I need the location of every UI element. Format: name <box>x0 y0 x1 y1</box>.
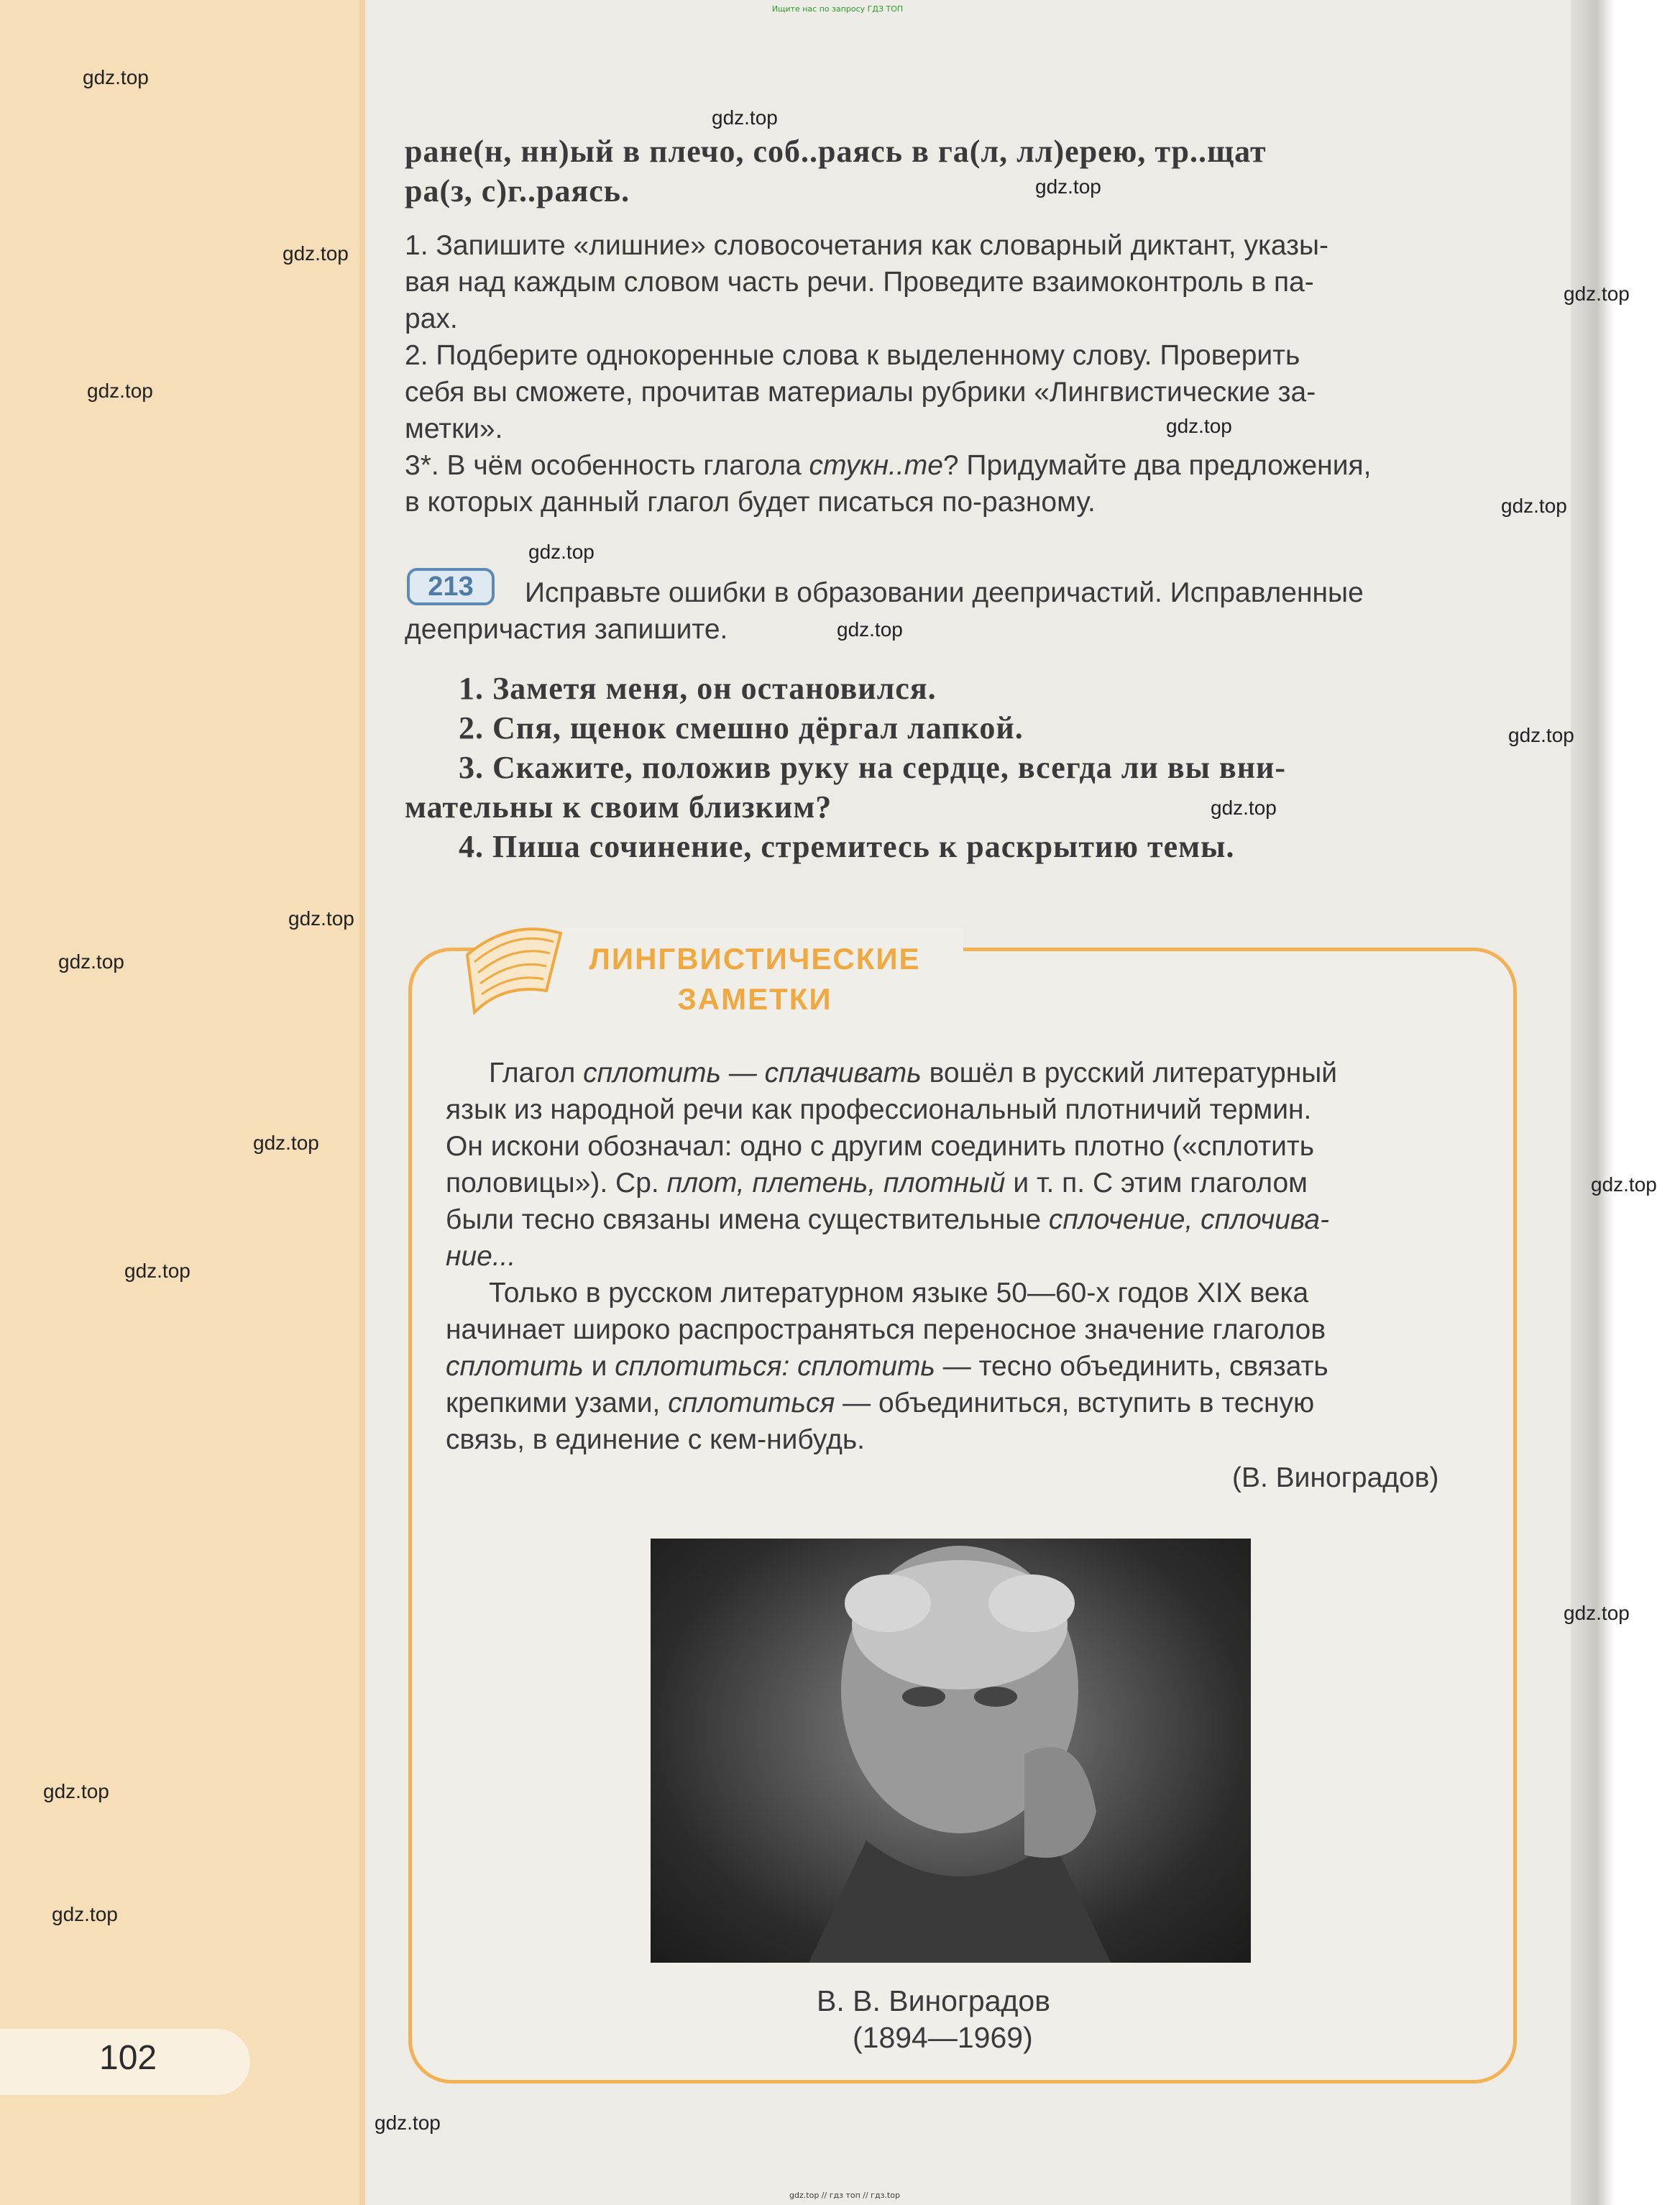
bottom-banner[interactable]: gdz.top // гдз топ // гдз.top <box>789 2191 900 2200</box>
task-1-line: вая над каждым словом часть речи. Проведите взаимоконтроль в па- <box>405 267 1314 298</box>
watermark: gdz.top <box>87 380 153 402</box>
book-spine <box>1571 0 1614 2205</box>
watermark: gdz.top <box>1564 1602 1630 1624</box>
linguistic-notes-title: ЛИНГВИСТИЧЕСКИЕ ЗАМЕТКИ <box>546 927 963 1024</box>
notes-author: (В. Виноградов) <box>1232 1462 1439 1493</box>
exercise-number-badge: 213 <box>407 568 495 605</box>
exercise-sentence: 1. Заметя меня, он остановился. <box>459 671 937 706</box>
open-book-icon <box>460 904 568 1019</box>
margin-column <box>0 0 365 2205</box>
watermark: gdz.top <box>58 950 124 973</box>
watermark: gdz.top <box>283 242 349 265</box>
task-1-line: рах. <box>405 303 458 334</box>
portrait-photo <box>651 1539 1251 1963</box>
task-2-line: 2. Подберите однокоренные слова к выделенному слову. Проверить <box>405 340 1300 371</box>
notes-line: Только в русском литературном языке 50—60-х годов XIX века <box>489 1278 1309 1308</box>
notes-line: ние... <box>446 1241 516 1272</box>
watermark: gdz.top <box>1211 797 1277 819</box>
notes-line: Он искони обозначал: одно с другим соединить плотно («сплотить <box>446 1131 1315 1162</box>
watermark: gdz.top <box>43 1780 109 1802</box>
exercise-instruction: деепричастия запишите. <box>405 614 728 645</box>
watermark: gdz.top <box>1501 495 1567 517</box>
task-3-line: в которых данный глагол будет писаться по-разному. <box>405 487 1096 518</box>
notes-line: начинает широко распространяться переносное значение глаголов <box>446 1314 1326 1345</box>
exercise-sentence: мательны к своим близким? <box>405 789 832 825</box>
photo-caption-name: В. В. Виноградов <box>817 1984 1051 2017</box>
example-line: ра(з, с)г..раясь. <box>405 173 630 208</box>
page-number: 102 <box>99 2039 157 2077</box>
watermark: gdz.top <box>837 618 903 641</box>
watermark: gdz.top <box>52 1903 118 1925</box>
top-banner[interactable]: Ищите нас по запросу ГДЗ ТОП <box>771 4 904 14</box>
exercise-sentence: 2. Спя, щенок смешно дёргал лапкой. <box>459 710 1024 746</box>
exercise-instruction: Исправьте ошибки в образовании деепричастий. Исправленные <box>525 577 1364 608</box>
watermark: gdz.top <box>1166 415 1232 437</box>
watermark: gdz.top <box>375 2112 441 2134</box>
watermark: gdz.top <box>1035 175 1101 198</box>
notes-line: крепкими узами, сплотиться — объединиться, вступить в тесную <box>446 1388 1315 1418</box>
watermark: gdz.top <box>1508 724 1574 746</box>
watermark: gdz.top <box>253 1132 319 1154</box>
watermark: gdz.top <box>288 907 354 930</box>
task-3-line: 3*. В чём особенность глагола стукн..те? Придумайте два предложения, <box>405 450 1372 481</box>
watermark: gdz.top <box>83 66 149 88</box>
task-2-line: метки». <box>405 413 503 444</box>
notes-line: связь, в единение с кем-нибудь. <box>446 1424 866 1455</box>
task-2-line: себя вы сможете, прочитав материалы рубрики «Лингвистические за- <box>405 377 1316 408</box>
exercise-sentence: 3. Скажите, положив руку на сердце, всегда ли вы вни- <box>459 750 1287 785</box>
watermark: gdz.top <box>1591 1173 1657 1196</box>
notes-line: Глагол сплотить — сплачивать вошёл в русский литературный <box>489 1058 1338 1088</box>
example-line: ране(н, нн)ый в плечо, соб..раясь в га(л, лл)ерею, тр..щат <box>405 134 1267 169</box>
watermark: gdz.top <box>528 541 595 563</box>
notes-line: язык из народной речи как профессиональный плотничий термин. <box>446 1094 1312 1125</box>
notes-line: половицы»). Ср. плот, плетень, плотный и т. п. С этим глаголом <box>446 1168 1308 1198</box>
notes-line: сплотить и сплотиться: сплотить — тесно объединить, связать <box>446 1351 1328 1382</box>
notes-line: были тесно связаны имена существительные сплочение, сплочива- <box>446 1204 1330 1235</box>
watermark: gdz.top <box>124 1260 191 1282</box>
watermark: gdz.top <box>1564 283 1630 305</box>
exercise-sentence: 4. Пиша сочинение, стремитесь к раскрытию темы. <box>459 829 1235 864</box>
watermark: gdz.top <box>712 106 778 129</box>
photo-caption-years: (1894—1969) <box>853 2021 1033 2054</box>
portrait-figure <box>651 1539 1251 1963</box>
task-1-line: 1. Запишите «лишние» словосочетания как словарный диктант, указы- <box>405 230 1329 261</box>
